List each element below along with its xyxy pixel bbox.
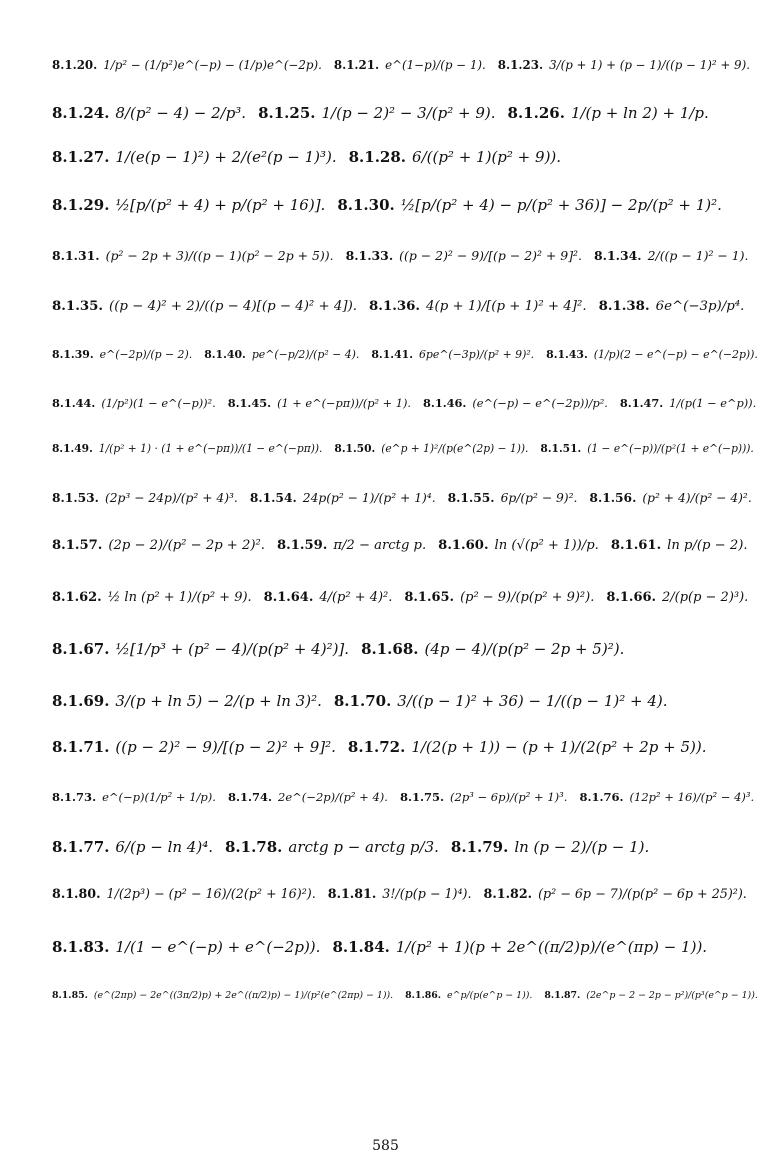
answer-number: 8.1.41.: [371, 348, 413, 361]
answer-number: 8.1.26.: [507, 104, 565, 122]
answer-number: 8.1.55.: [447, 490, 495, 505]
answer-number: 8.1.82.: [483, 886, 533, 901]
answer-expression: (12p² + 16)/(p² − 4)³.: [629, 790, 755, 804]
answer-expression: 1/(1 − e^(−p) + e^(−2p)).: [115, 938, 321, 956]
answer-item: [250, 490, 436, 505]
answer-item: [52, 938, 320, 956]
answer-number: 8.1.79.: [450, 838, 509, 856]
answer-row: [52, 838, 751, 856]
answer-expression: ½[p/(p² + 4) − p/(p² + 36)] − 2p/(p² + 1)².: [400, 196, 722, 214]
answer-item: [594, 248, 749, 263]
answer-expression: (p² − 2p + 3)/((p − 1)(p² − 2p + 5)).: [105, 248, 334, 263]
answer-item: [52, 104, 246, 122]
answer-item: [544, 990, 757, 1001]
answer-expression: 1/(p − 2)² − 3/(p² + 9).: [321, 104, 496, 122]
answer-item: [52, 838, 213, 856]
answer-row: [52, 58, 751, 72]
answer-expression: 3/((p − 1)² + 36) − 1/((p − 1)² + 4).: [397, 692, 668, 710]
answer-expression: (p² − 9)/(p(p² + 9)²).: [460, 590, 595, 605]
answer-item: [258, 104, 495, 122]
answer-number: 8.1.83.: [52, 938, 110, 956]
answer-item: [404, 590, 594, 605]
answer-row: [52, 396, 757, 410]
answer-number: 8.1.25.: [258, 104, 316, 122]
answer-expression: ½[1/p³ + (p² − 4)/(p(p² + 4)²)].: [115, 640, 350, 658]
answer-row: [52, 938, 751, 956]
answer-number: 8.1.28.: [348, 148, 407, 166]
answer-number: 8.1.59.: [276, 538, 328, 553]
answer-row: [52, 590, 751, 605]
answer-item: [332, 938, 707, 956]
answer-number: 8.1.65.: [404, 590, 455, 605]
answer-number: 8.1.27.: [52, 148, 110, 166]
answer-expression: (2p − 2)/(p² − 2p + 2)².: [108, 538, 265, 553]
answer-number: 8.1.77.: [52, 838, 110, 856]
answer-row: [52, 886, 751, 901]
answer-number: 8.1.53.: [52, 490, 99, 505]
answer-number: 8.1.36.: [369, 298, 421, 314]
answer-item: [228, 790, 388, 804]
answer-number: 8.1.49.: [52, 442, 93, 455]
answer-item: [611, 538, 748, 553]
answer-item: [52, 538, 265, 553]
answer-expression: (1/p)(2 − e^(−p) − e^(−2p)).: [593, 348, 758, 361]
answer-expression: (e^p + 1)²/(p(e^(2p) − 1)).: [381, 442, 529, 455]
answer-number: 8.1.54.: [249, 490, 297, 505]
answer-number: 8.1.70.: [333, 692, 392, 710]
answer-number: 8.1.76.: [579, 790, 624, 804]
answer-expression: 2/((p − 1)² − 1).: [647, 248, 749, 263]
answer-expression: π/2 − arctg p.: [333, 538, 427, 553]
answer-item: [606, 590, 748, 605]
answer-number: 8.1.38.: [598, 298, 650, 314]
answer-item: [369, 298, 587, 314]
answer-number: 8.1.30.: [337, 196, 395, 214]
answer-row: [52, 738, 751, 756]
answer-item: [277, 538, 426, 553]
answer-expression: ((p − 2)² − 9)/[(p − 2)² + 9]².: [399, 248, 582, 263]
answer-number: 8.1.60.: [438, 538, 489, 553]
answer-item: [540, 442, 753, 455]
answer-number: 8.1.50.: [334, 442, 376, 455]
answer-expression: 4/(p² + 4)².: [319, 590, 393, 605]
answer-item: [579, 790, 754, 804]
answer-expression: ln (√(p² + 1))/p.: [494, 538, 599, 553]
answer-expression: (2e^p − 2 − 2p − p²)/(p³(e^p − 1)).: [586, 990, 758, 1001]
answer-expression: ((p − 2)² − 9)/[(p − 2)² + 9]².: [115, 738, 336, 756]
answer-number: 8.1.85.: [52, 990, 88, 1001]
answer-expression: 3/(p + 1) + (p − 1)/((p − 1)² + 9).: [549, 58, 750, 72]
answer-expression: 4(p + 1)/[(p + 1)² + 4]².: [426, 298, 587, 314]
answer-number: 8.1.66.: [606, 590, 657, 605]
answer-expression: (e^(2πp) − 2e^((3π/2)p) + 2e^((π/2)p) − 1)/(p²(e^(2πp) − 1)).: [93, 990, 394, 1001]
answer-number: 8.1.21.: [333, 58, 380, 72]
answer-expression: 8/(p² − 4) − 2/p³.: [115, 104, 247, 122]
answer-row: [52, 640, 751, 658]
answer-number: 8.1.23.: [497, 58, 544, 72]
answer-expression: 1/(p(1 − e^p)).: [669, 396, 757, 410]
answer-item: [361, 640, 624, 658]
answer-expression: 1/(p + ln 2) + 1/p.: [570, 104, 709, 122]
answer-item: [52, 790, 216, 804]
answer-row: [52, 442, 754, 455]
answer-number: 8.1.31.: [52, 248, 100, 263]
answer-number: 8.1.40.: [204, 348, 246, 361]
answer-number: 8.1.64.: [263, 590, 314, 605]
answer-item: [334, 442, 528, 455]
answer-expression: (e^(−p) − e^(−2p))/p².: [472, 396, 608, 410]
answer-expression: (1/p²)(1 − e^(−p))².: [101, 396, 216, 410]
answer-expression: 1/(2(p + 1)) − (p + 1)/(2(p² + 2p + 5)).: [411, 738, 707, 756]
answer-item: [620, 396, 756, 410]
answer-item: [484, 886, 747, 901]
answer-expression: 1/(p² + 1)(p + 2e^((π/2)p)/(e^(πp) − 1)).: [395, 938, 708, 956]
answer-expression: 6/((p² + 1)(p² + 9)).: [412, 148, 562, 166]
answer-number: 8.1.45.: [227, 396, 272, 410]
answer-row: [52, 196, 751, 214]
answer-item: [225, 838, 439, 856]
answer-item: [52, 348, 192, 361]
answer-item: [346, 248, 582, 263]
answer-expression: 1/(e(p − 1)²) + 2/(e²(p − 1)³).: [115, 148, 337, 166]
answer-expression: ln p/(p − 2).: [667, 538, 748, 553]
answer-number: 8.1.80.: [52, 886, 101, 901]
answer-item: [52, 692, 322, 710]
answer-expression: pe^(−p/2)/(p² − 4).: [251, 348, 360, 361]
answer-row: [52, 104, 751, 122]
answer-item: [52, 396, 216, 410]
answer-number: 8.1.24.: [52, 104, 110, 122]
answer-item: [52, 148, 337, 166]
answer-expression: 2e^(−2p)/(p² + 4).: [278, 790, 388, 804]
answer-item: [405, 990, 532, 1001]
answer-item: [264, 590, 393, 605]
answer-number: 8.1.75.: [399, 790, 445, 804]
answer-expression: (1 + e^(−pπ))/(p² + 1).: [277, 396, 411, 410]
answer-number: 8.1.56.: [589, 490, 637, 505]
answer-number: 8.1.86.: [405, 990, 442, 1001]
answer-item: [334, 692, 668, 710]
answer-number: 8.1.67.: [52, 640, 110, 658]
answer-expression: ½[p/(p² + 4) + p/(p² + 16)].: [115, 196, 326, 214]
answer-expression: ln (p − 2)/(p − 1).: [514, 838, 650, 856]
answer-item: [334, 58, 486, 72]
answer-number: 8.1.81.: [327, 886, 377, 901]
answer-expression: (p² + 4)/(p² − 4)².: [642, 490, 752, 505]
answer-expression: e^(−2p)/(p − 2).: [99, 348, 193, 361]
answer-number: 8.1.39.: [52, 348, 94, 361]
answer-expression: (4p − 4)/(p(p² − 2p + 5)²).: [424, 640, 625, 658]
answer-item: [508, 104, 709, 122]
answer-expression: 6/(p − ln 4)⁴.: [115, 838, 213, 856]
page-number: 585: [372, 1138, 399, 1154]
answer-item: [448, 490, 578, 505]
answer-row: [52, 148, 751, 166]
answer-row: [52, 790, 755, 804]
answer-row: [52, 692, 751, 710]
answer-number: 8.1.73.: [52, 790, 97, 804]
answer-item: [371, 348, 534, 361]
answer-number: 8.1.46.: [423, 396, 467, 410]
answer-number: 8.1.57.: [52, 538, 103, 553]
answer-number: 8.1.34.: [593, 248, 642, 263]
answer-item: [228, 396, 411, 410]
answer-number: 8.1.33.: [345, 248, 394, 263]
answer-item: [328, 886, 472, 901]
answer-number: 8.1.29.: [52, 196, 110, 214]
answer-number: 8.1.72.: [347, 738, 406, 756]
answer-number: 8.1.71.: [52, 738, 110, 756]
answer-expression: e^(−p)(1/p² + 1/p).: [102, 790, 216, 804]
answer-item: [52, 990, 393, 1001]
answer-item: [52, 590, 252, 605]
answer-row: [52, 298, 751, 314]
answer-number: 8.1.43.: [546, 348, 588, 361]
answer-number: 8.1.84.: [332, 938, 390, 956]
answer-expression: (2p³ − 6p)/(p² + 1)³.: [450, 790, 568, 804]
answer-row: [52, 248, 751, 263]
answer-item: [438, 538, 599, 553]
answer-expression: ((p − 4)² + 2)/((p − 4)[(p − 4)² + 4]).: [109, 298, 358, 314]
answer-number: 8.1.20.: [52, 58, 98, 72]
answer-item: [451, 838, 649, 856]
answer-item: [337, 196, 722, 214]
answer-number: 8.1.61.: [610, 538, 662, 553]
answer-expression: 1/(2p³) − (p² − 16)/(2(p² + 16)²).: [106, 886, 316, 901]
answer-expression: (2p³ − 24p)/(p² + 4)³.: [104, 490, 238, 505]
answer-number: 8.1.68.: [361, 640, 419, 658]
answer-row: [52, 990, 758, 1001]
answer-item: [52, 298, 357, 314]
answer-item: [589, 490, 751, 505]
answer-item: [52, 442, 322, 455]
answer-item: [52, 490, 238, 505]
answer-number: 8.1.44.: [52, 396, 96, 410]
answer-row: [52, 490, 751, 505]
answer-item: [423, 396, 608, 410]
answer-item: [52, 248, 334, 263]
answer-number: 8.1.69.: [52, 692, 110, 710]
answer-expression: (1 − e^(−p))/(p²(1 + e^(−p))).: [587, 442, 754, 455]
answer-item: [349, 148, 561, 166]
answer-row: [52, 538, 751, 553]
answer-item: [52, 640, 349, 658]
answer-number: 8.1.74.: [227, 790, 273, 804]
answer-item: [52, 196, 325, 214]
answer-item: [52, 738, 336, 756]
answer-expression: arctg p − arctg p/3.: [288, 838, 439, 856]
answer-expression: 2/(p(p − 2)³).: [662, 590, 749, 605]
answer-expression: 3/(p + ln 5) − 2/(p + ln 3)².: [115, 692, 322, 710]
answer-expression: 3!/(p(p − 1)⁴).: [382, 886, 472, 901]
answer-expression: ½ ln (p² + 1)/(p² + 9).: [107, 590, 252, 605]
answer-item: [348, 738, 707, 756]
answer-number: 8.1.87.: [544, 990, 581, 1001]
answer-expression: 1/p² − (1/p²)e^(−p) − (1/p)e^(−2p).: [103, 58, 322, 72]
answer-number: 8.1.62.: [52, 590, 102, 605]
answer-number: 8.1.35.: [52, 298, 104, 314]
answer-item: [599, 298, 745, 314]
answer-number: 8.1.78.: [224, 838, 283, 856]
answer-expression: e^p/(p(e^p − 1)).: [447, 990, 533, 1001]
answer-expression: 6p/(p² − 9)².: [500, 490, 578, 505]
answer-row: [52, 348, 758, 361]
answer-expression: 1/(p² + 1) · (1 + e^(−pπ))/(1 − e^(−pπ)).: [98, 442, 323, 455]
answer-expression: 6e^(−3p)/p⁴.: [655, 298, 745, 314]
answer-item: [400, 790, 567, 804]
answer-expression: (p² − 6p − 7)/(p(p² − 6p + 25)²).: [538, 886, 747, 901]
answer-expression: 24p(p² − 1)/(p² + 1)⁴.: [302, 490, 436, 505]
answer-item: [546, 348, 758, 361]
answer-expression: 6pe^(−3p)/(p² + 9)².: [419, 348, 535, 361]
answer-number: 8.1.47.: [619, 396, 664, 410]
answer-item: [52, 58, 322, 72]
answer-item: [52, 886, 316, 901]
answer-expression: e^(1−p)/(p − 1).: [385, 58, 486, 72]
answer-item: [498, 58, 750, 72]
answer-number: 8.1.51.: [540, 442, 582, 455]
answer-item: [204, 348, 359, 361]
